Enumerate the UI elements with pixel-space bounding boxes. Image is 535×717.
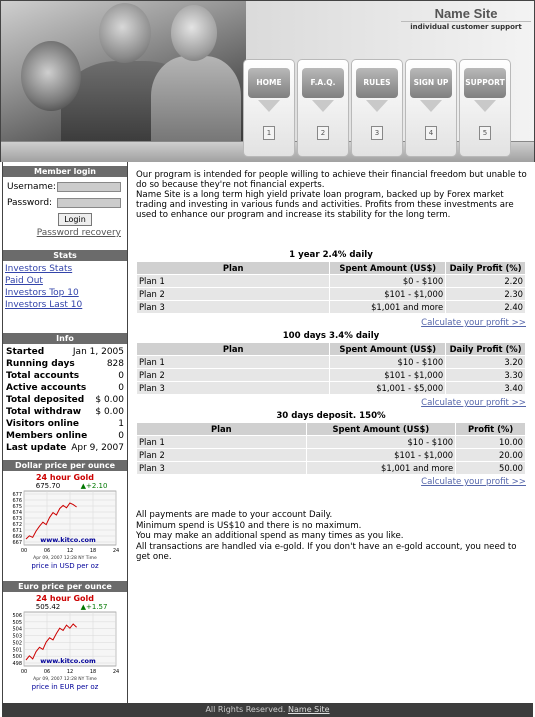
table-row: Plan 2 $101 - $1,000 3.30 xyxy=(137,369,526,382)
table-row: Plan 3 $1,001 and more 2.40 xyxy=(137,301,526,314)
intro-text xyxy=(136,170,528,220)
chart-brand: www.kitco.com xyxy=(40,536,96,544)
y-tick-label: 671 xyxy=(12,528,22,534)
investors-top10-link[interactable]: Investors Top 10 xyxy=(5,288,79,298)
calculate-profit-link[interactable]: Calculate your profit >> xyxy=(421,318,526,328)
table-row: Plan 2 $101 - $1,000 2.30 xyxy=(137,288,526,301)
username-input[interactable] xyxy=(57,182,121,192)
y-tick-label: 676 xyxy=(12,498,22,504)
site-tagline: individual customer support xyxy=(401,21,531,31)
y-tick-label: 504 xyxy=(12,626,22,633)
gold-usd-heading: Dollar price per ounce xyxy=(3,460,127,471)
x-tick-label: 18 xyxy=(89,548,97,554)
chart-change: ▲+2.10 xyxy=(80,482,108,490)
nav-label: SUPPORT xyxy=(464,68,506,98)
table-row: Plan 2 $101 - $1,000 20.00 xyxy=(137,449,526,462)
footer-text: All Rights Reserved. xyxy=(205,705,286,714)
info-row: Total deposited $ 0.00 xyxy=(6,395,124,405)
arrow-down-icon xyxy=(312,100,334,112)
table-row: Plan 3 $1,001 and more 50.00 xyxy=(137,462,526,475)
x-tick-label: 18 xyxy=(89,669,97,675)
y-tick-label: 500 xyxy=(12,654,22,661)
info-list xyxy=(3,344,127,454)
nav-rules-button[interactable] xyxy=(351,59,403,157)
nav-label: RULES xyxy=(356,68,398,98)
note-line: All transactions are handled via e-gold. If you don't have an e-gold account, you need to get one. xyxy=(136,541,517,562)
nav-faq-button[interactable] xyxy=(297,59,349,157)
info-row: Total accounts 0 xyxy=(6,371,124,381)
arrow-down-icon xyxy=(474,100,496,112)
col-header: Profit (%) xyxy=(456,423,526,436)
arrow-down-icon xyxy=(366,100,388,112)
calculate-profit-link[interactable]: Calculate your profit >> xyxy=(421,477,526,487)
y-tick-label: 506 xyxy=(12,613,22,619)
chart-heading: 24 hour Gold xyxy=(35,594,95,603)
footer-site-link[interactable]: Name Site xyxy=(288,705,330,714)
nav-support-button[interactable] xyxy=(459,59,511,157)
page-header xyxy=(0,0,535,162)
paid-out-link[interactable]: Paid Out xyxy=(5,276,43,286)
x-tick-label: 12 xyxy=(66,548,74,554)
arrow-down-icon xyxy=(420,100,442,112)
payment-notes xyxy=(136,510,528,563)
stats-heading: Stats xyxy=(3,250,127,261)
nav-home-button[interactable] xyxy=(243,59,295,157)
y-tick-label: 503 xyxy=(12,633,22,640)
col-header: Spent Amount (US$) xyxy=(330,343,446,356)
y-tick-label: 498 xyxy=(12,661,22,667)
plan-table xyxy=(136,261,526,314)
info-row: Members online 0 xyxy=(6,431,124,441)
table-row: Plan 3 $1,001 - $5,000 3.40 xyxy=(137,382,526,395)
y-tick-label: 675 xyxy=(12,504,22,510)
col-header: Daily Profit (%) xyxy=(446,262,526,275)
header-photo xyxy=(1,1,246,141)
y-tick-label: 502 xyxy=(12,640,22,647)
login-heading: Member login xyxy=(3,166,127,177)
username-label: Username: xyxy=(7,182,56,192)
page-footer xyxy=(2,703,533,717)
table-row: Plan 1 $0 - $100 2.20 xyxy=(137,275,526,288)
nav-signup-button[interactable] xyxy=(405,59,457,157)
col-header: Spent Amount (US$) xyxy=(330,262,446,275)
note-line: Minimum spend is US$10 and there is no maximum. xyxy=(136,520,362,531)
chart-unit: price in EUR per oz xyxy=(31,683,99,691)
y-tick-label: 674 xyxy=(12,510,22,516)
col-header: Spent Amount (US$) xyxy=(306,423,456,436)
y-tick-label: 672 xyxy=(12,522,22,528)
y-tick-label: 667 xyxy=(12,540,22,546)
col-header: Plan xyxy=(137,423,307,436)
note-line: All payments are made to your account Daily. xyxy=(136,510,333,520)
chart-change: ▲+1.57 xyxy=(80,603,108,611)
investors-last10-link[interactable]: Investors Last 10 xyxy=(5,300,83,310)
password-input[interactable] xyxy=(57,198,121,208)
x-tick-label: 06 xyxy=(43,669,51,675)
col-header: Plan xyxy=(137,343,330,356)
info-row: Active accounts 0 xyxy=(6,383,124,393)
plan-group-title: 100 days 3.4% daily xyxy=(282,331,380,341)
password-label: Password: xyxy=(7,198,53,208)
col-header: Plan xyxy=(137,262,330,275)
chart-unit: price in USD per oz xyxy=(31,562,99,570)
nav-number: 4 xyxy=(425,126,437,140)
nav-number: 2 xyxy=(317,126,329,140)
calculate-profit-link[interactable]: Calculate your profit >> xyxy=(421,398,526,408)
main-content xyxy=(133,162,533,703)
info-row: Running days 828 xyxy=(6,359,124,369)
plan-table xyxy=(136,422,526,475)
x-tick-label: 24 xyxy=(112,548,120,554)
plan-group-title: 1 year 2.4% daily xyxy=(289,250,373,260)
stats-links xyxy=(3,261,127,313)
x-tick-label: 00 xyxy=(20,669,28,675)
note-line: You may make an additional spend as many times as you like. xyxy=(136,531,404,541)
nav-label: HOME xyxy=(248,68,290,98)
y-tick-label: 669 xyxy=(12,534,22,540)
chart-date: Apr 09, 2007 12:28 NY Time xyxy=(33,677,97,682)
info-heading: Info xyxy=(3,333,127,344)
col-header: Daily Profit (%) xyxy=(446,343,526,356)
table-row: Plan 1 $10 - $100 3.20 xyxy=(137,356,526,369)
chart-price: 505.42 xyxy=(35,603,61,611)
table-row: Plan 1 $10 - $100 10.00 xyxy=(137,436,526,449)
gold-eur-heading: Euro price per ounce xyxy=(3,581,127,592)
nav-label: F.A.Q. xyxy=(302,68,344,98)
nav-number: 5 xyxy=(479,126,491,140)
info-row: Visitors online 1 xyxy=(6,419,124,429)
info-row: Started Jan 1, 2005 xyxy=(6,347,124,357)
sidebar xyxy=(2,162,128,703)
x-tick-label: 12 xyxy=(66,669,74,675)
intro-paragraph: Name Site is a long term high yield private loan program, backed up by Forex market trading and investing in various funds and activities. Profits from these investments are used to enhance our program and increase its stability for the long term. xyxy=(136,190,514,220)
chart-price: 675.70 xyxy=(35,482,61,490)
arrow-down-icon xyxy=(258,100,280,112)
y-tick-label: 501 xyxy=(12,647,22,654)
y-tick-label: 505 xyxy=(12,619,22,626)
password-recovery-link[interactable]: Password recovery xyxy=(36,228,121,238)
intro-paragraph: Our program is intended for people willing to achieve their financial freedom but unable to do so because they're not financial experts. xyxy=(136,170,527,190)
plan-group-title: 30 days deposit. 150% xyxy=(276,411,386,421)
nav-label: SIGN UP xyxy=(410,68,452,98)
plan-table xyxy=(136,342,526,395)
gold-usd-chart xyxy=(3,471,127,573)
login-form xyxy=(3,177,127,240)
login-button[interactable]: Login xyxy=(58,213,92,226)
info-row: Total withdraw $ 0.00 xyxy=(6,407,124,417)
site-name: Name Site xyxy=(434,6,498,21)
x-tick-label: 24 xyxy=(112,669,120,675)
investors-stats-link[interactable]: Investors Stats xyxy=(5,264,73,274)
gold-eur-chart xyxy=(3,592,127,694)
x-tick-label: 06 xyxy=(43,548,51,554)
chart-brand: www.kitco.com xyxy=(40,657,96,665)
nav-number: 1 xyxy=(263,126,275,140)
chart-heading: 24 hour Gold xyxy=(35,473,95,482)
y-tick-label: 673 xyxy=(12,516,22,522)
chart-date: Apr 09, 2007 12:28 NY Time xyxy=(33,556,97,561)
x-tick-label: 00 xyxy=(20,548,28,554)
nav-number: 3 xyxy=(371,126,383,140)
y-tick-label: 677 xyxy=(12,492,22,498)
info-row: Last update Apr 9, 2007 xyxy=(6,443,124,453)
